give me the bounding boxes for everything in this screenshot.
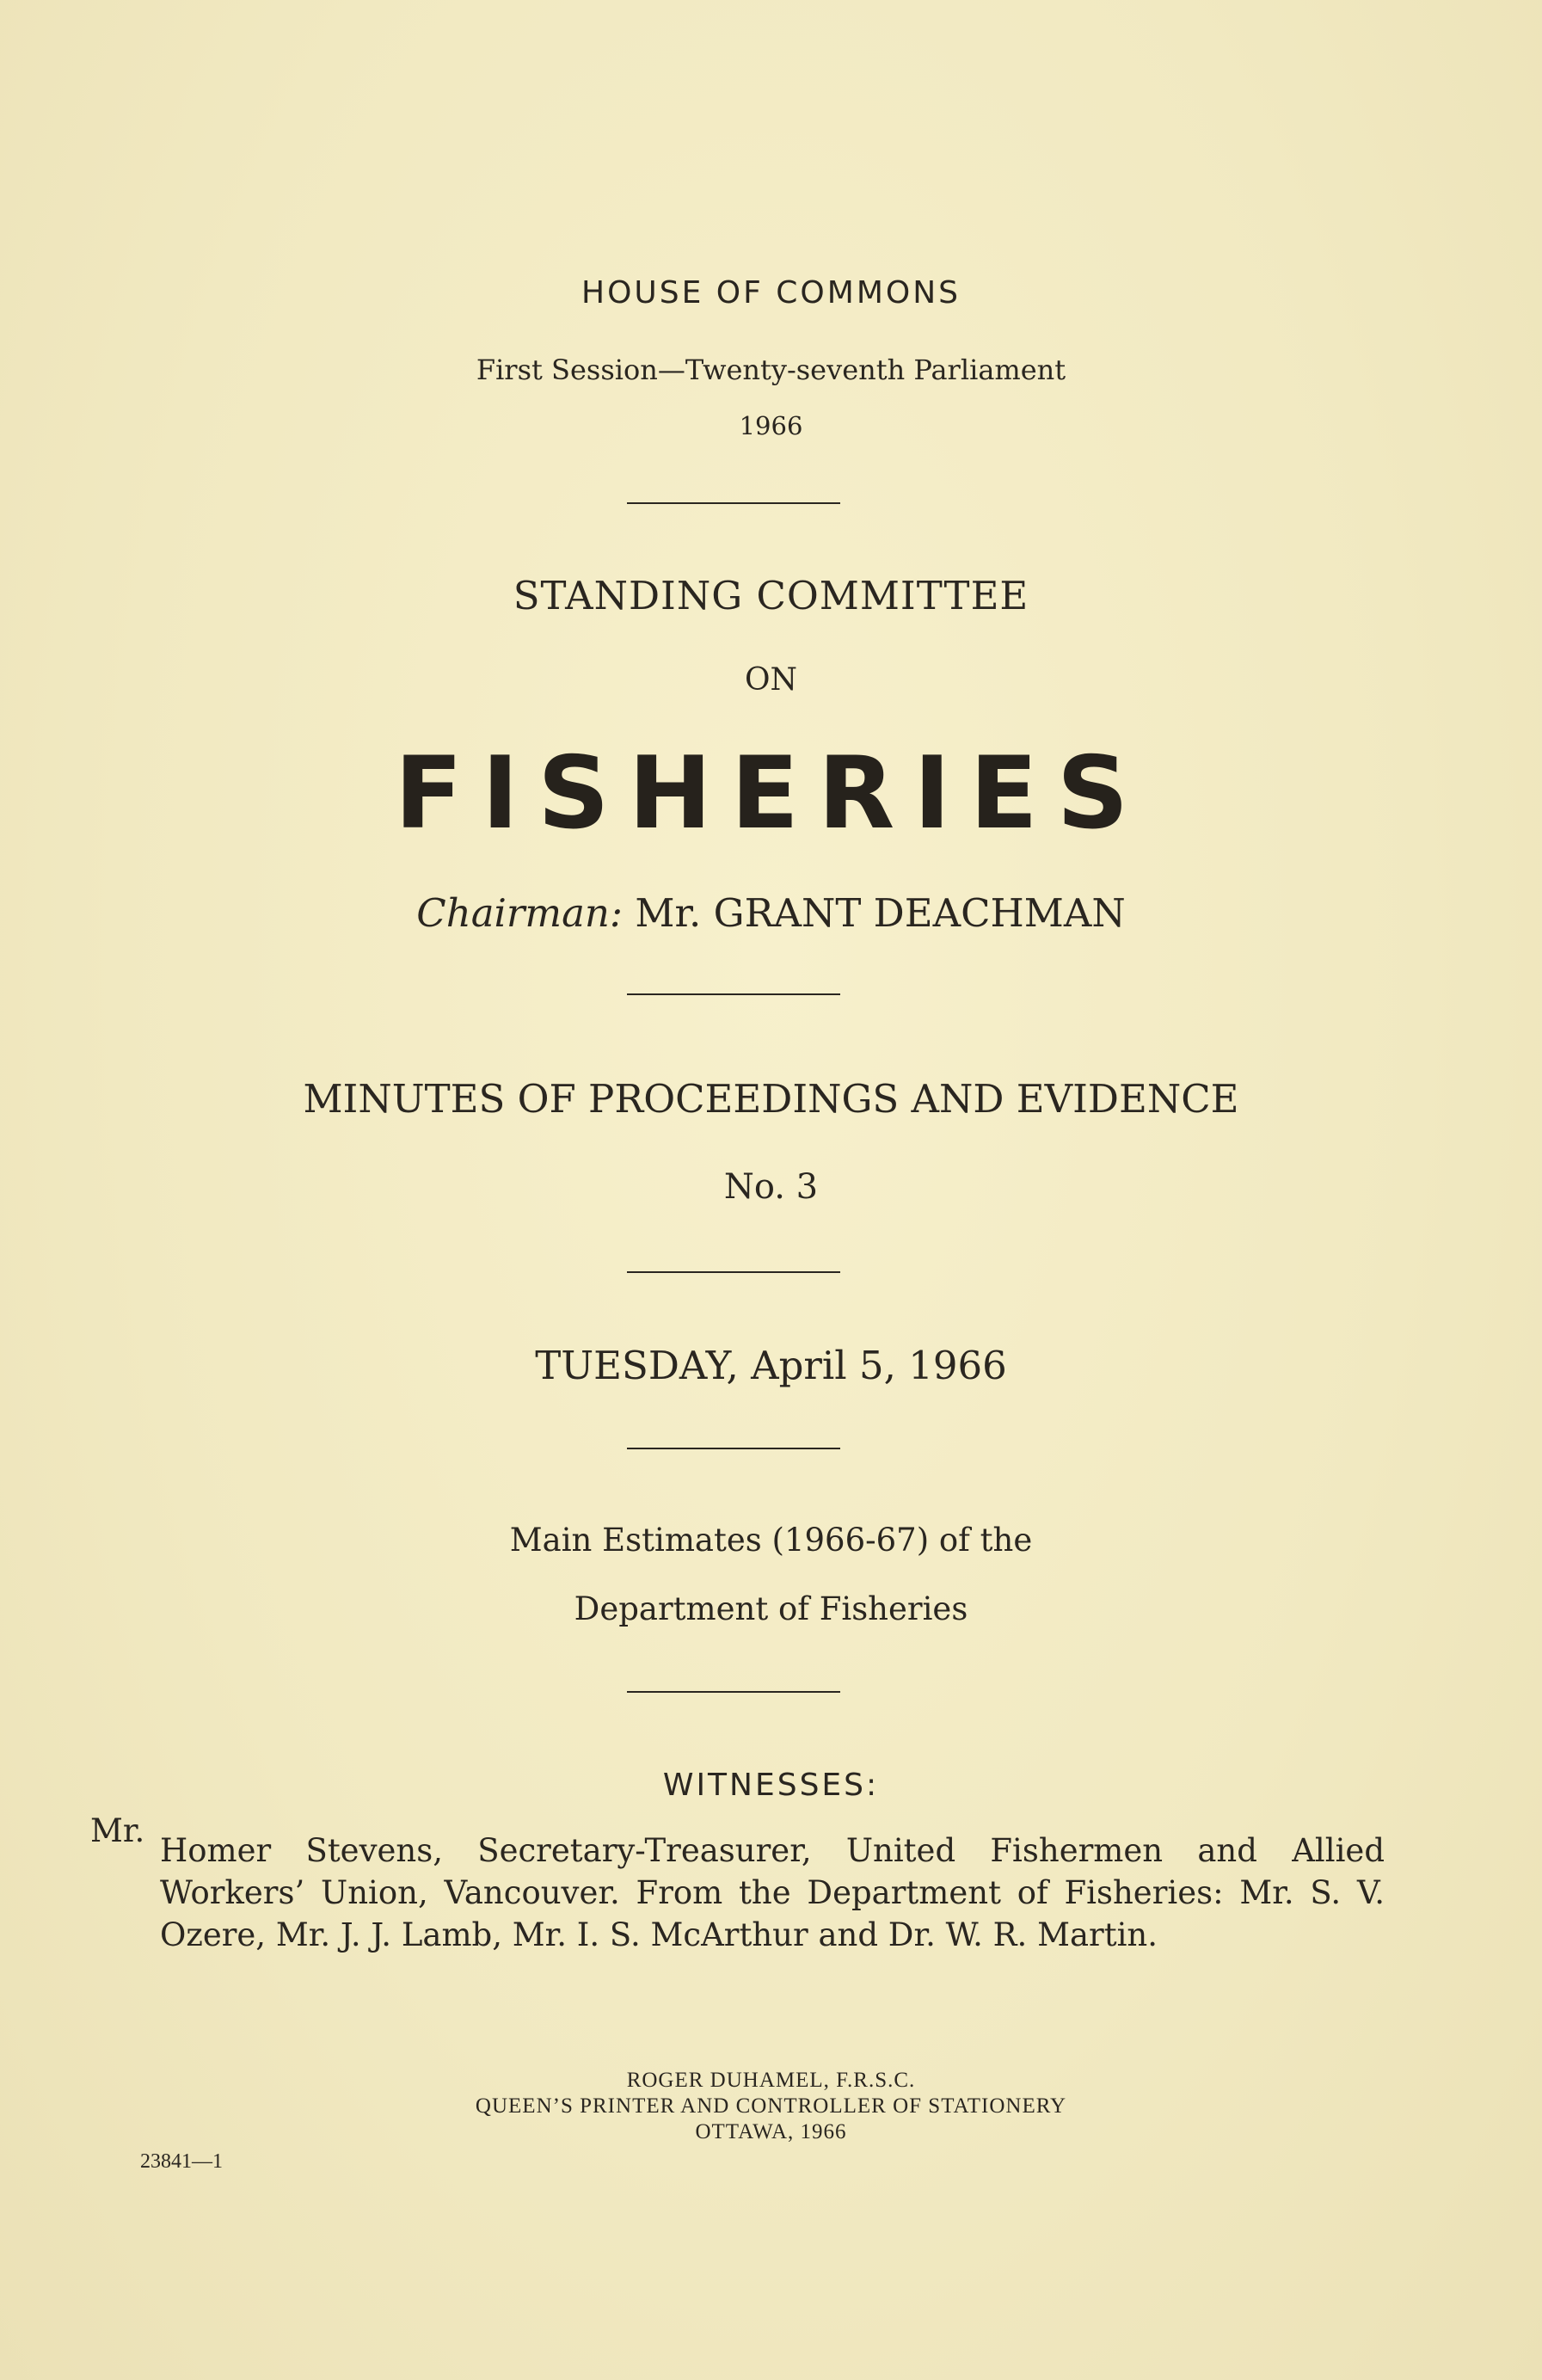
printer-name: ROGER DUHAMEL, F.R.S.C. [626, 2069, 916, 2092]
committee-line-2: ON [744, 662, 797, 698]
divider-rule [627, 993, 840, 995]
document-code: 23841—1 [140, 2150, 223, 2173]
subject-line-1: Main Estimates (1966-67) of the [509, 1522, 1033, 1559]
session-line: First Session—Twenty-seventh Parliament [476, 354, 1066, 386]
year-line: 1966 [739, 411, 803, 440]
divider-rule [627, 502, 840, 504]
issue-number: No. 3 [723, 1167, 819, 1207]
witness-list: Homer Stevens, Secretary-Treasurer, United Fishermen and Allied Workers’ Union, Vancouver. From the Department of Fisheries: Mr. S. V. Ozere, Mr. J. J. Lamb, Mr. I. S. McArthur and Dr. W. R. Martin. [160, 1832, 1385, 1953]
printer-location: OTTAWA, 1966 [695, 2120, 847, 2143]
chairman-line [0, 890, 1542, 936]
committee-name: FISHERIES [394, 735, 1148, 852]
divider-rule [627, 1448, 840, 1449]
meeting-date: TUESDAY, April 5, 1966 [535, 1343, 1007, 1388]
chairman-label: Chairman: [416, 890, 624, 936]
printer-title: QUEEN’S PRINTER AND CONTROLLER OF STATIONERY [475, 2094, 1067, 2118]
witnesses-heading: WITNESSES: [662, 1768, 880, 1803]
divider-rule [627, 1691, 840, 1693]
chairman-name: Mr. GRANT DEACHMAN [635, 890, 1126, 936]
proceedings-title: MINUTES OF PROCEEDINGS AND EVIDENCE [303, 1076, 1239, 1122]
subject-line-2: Department of Fisheries [574, 1590, 968, 1627]
divider-rule [627, 1271, 840, 1273]
committee-line-1: STANDING COMMITTEE [513, 573, 1029, 618]
witness-prefix: Mr. [90, 1812, 145, 1849]
house-heading: HOUSE OF COMMONS [581, 275, 961, 311]
